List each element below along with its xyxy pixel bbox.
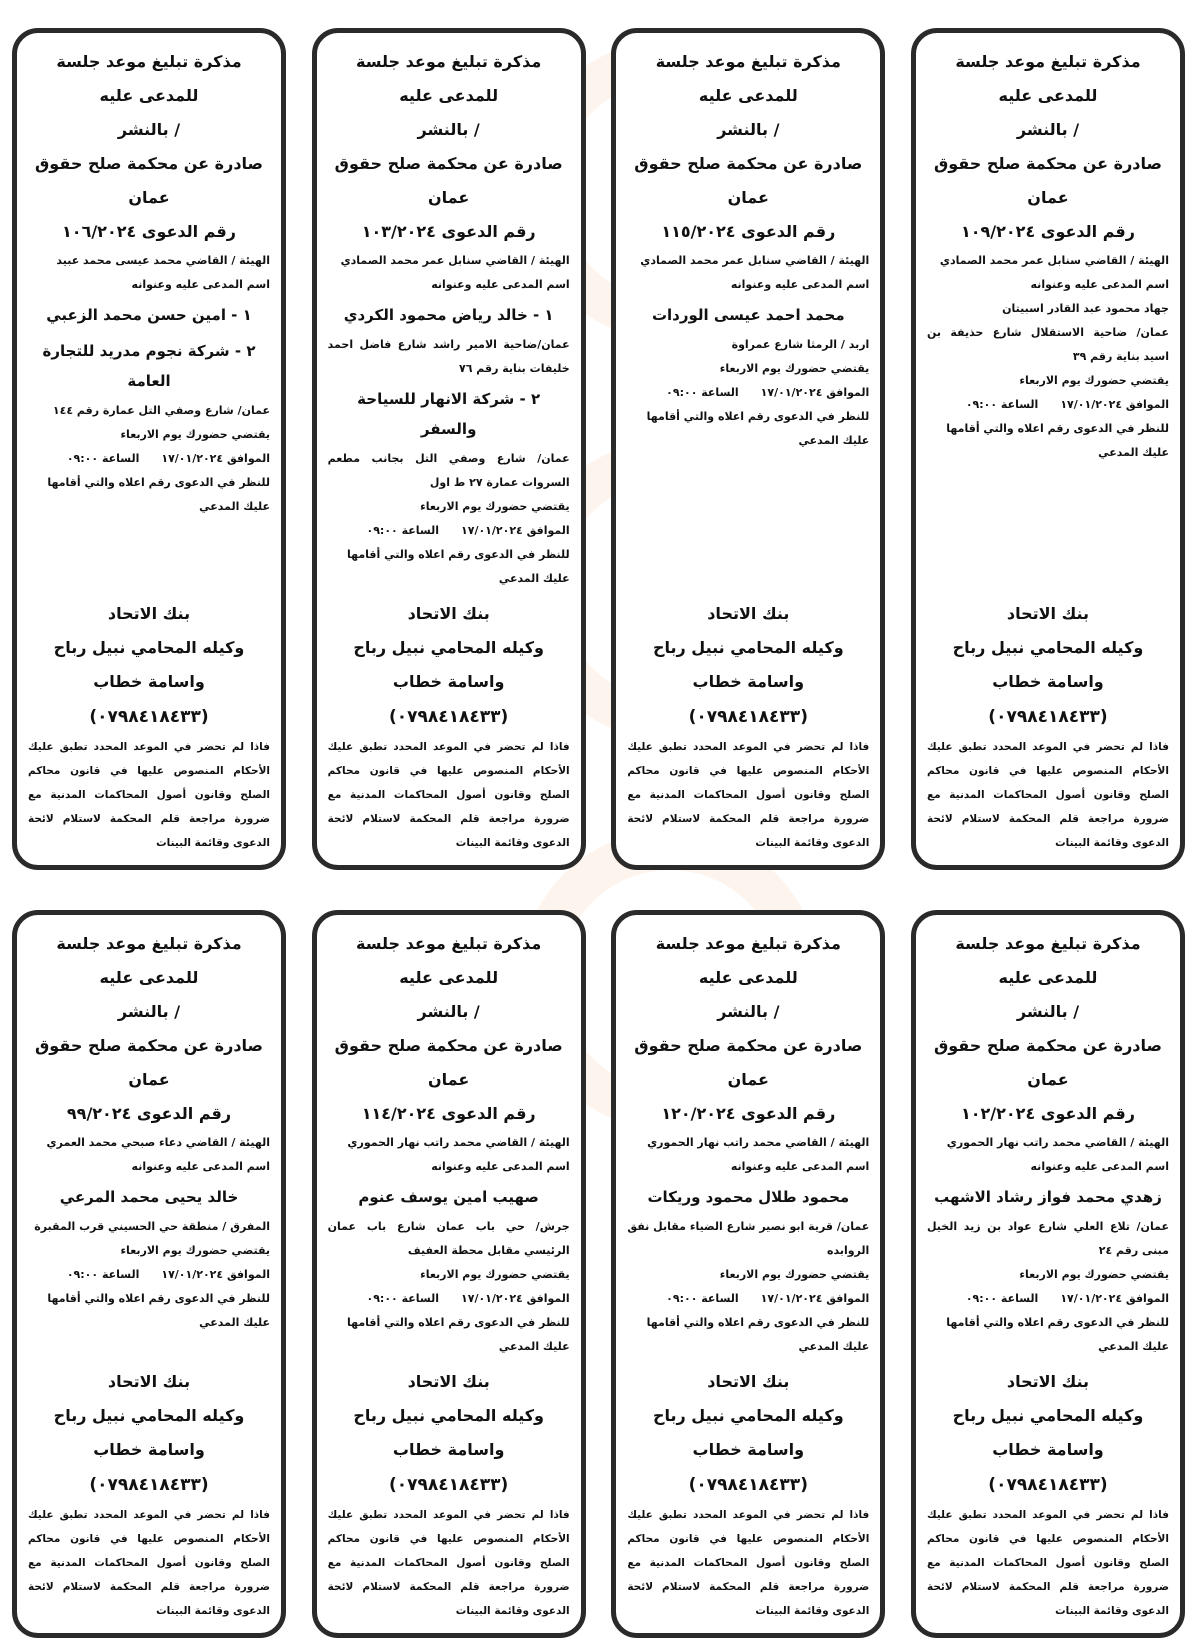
defendant-label: اسم المدعى عليه وعنوانه [431, 1160, 570, 1173]
judge-panel: الهيئة / القاضي محمد راتب نهار الحموري [946, 1136, 1169, 1149]
judge-panel: الهيئة / القاضي محمد عيسى محمد عبيد [56, 254, 270, 267]
case-number: رقم الدعوى ١٠٢/٢٠٢٤ [961, 1104, 1135, 1123]
notice-card [611, 910, 885, 1638]
notice-card [611, 28, 885, 870]
publication-label: / بالنشر [117, 1002, 181, 1021]
legal-footer: فاذا لم تحضر في الموعد المحدد تطبق عليك الأحكام المنصوص عليها في قانون محاكم الصلح وقانون أصول المحاكمات المدنية مع ضرورة مراجعة قلم المحكمة لاستلام لائحة الدعوى وقائمة البينات [627, 741, 870, 849]
defendant-name: ١ - امين حسن محمد الزعبي [46, 306, 252, 324]
lawyer-name: وكيله المحامي نبيل رباح واسامة خطاب [952, 638, 1144, 691]
spacer [627, 453, 869, 591]
hearing-time: الساعة ٠٩:٠٠ [666, 386, 739, 399]
notices-row-2 [12, 910, 1185, 1638]
attendance-note: يقتضي حضورك يوم الاربعاء [719, 1268, 870, 1281]
notice-card [911, 910, 1185, 1638]
court-name: صادرة عن محكمة صلح حقوق عمان [34, 154, 264, 207]
hearing-time: الساعة ٠٩:٠٠ [965, 398, 1039, 411]
lawyer-phone: (٠٧٩٨٤١٨٤٣٣) [89, 1475, 209, 1495]
defendant-address: عمان/ شارع وصفي التل بجانب مطعم السروات عمارة ٢٧ ط اول [327, 452, 570, 489]
court-name: صادرة عن محكمة صلح حقوق عمان [634, 154, 863, 207]
notice-title: مذكرة تبليغ موعد جلسة للمدعى عليه [955, 52, 1141, 105]
defendant-address: عمان/ شارع وصفي التل عمارة رقم ١٤٤ [52, 404, 270, 417]
judge-panel: الهيئة / القاضي سنابل عمر محمد الصمادي [340, 254, 570, 267]
defendant-name: صهيب امين يوسف عنوم [358, 1188, 539, 1206]
purpose-note: للنظر في الدعوى رقم اعلاه والتي أقامها عليك المدعي [47, 476, 270, 513]
hearing-time: الساعة ٠٩:٠٠ [666, 1292, 739, 1305]
court-name: صادرة عن محكمة صلح حقوق عمان [933, 154, 1162, 207]
attendance-note: يقتضي حضورك يوم الاربعاء [1019, 374, 1169, 387]
defendant-address: اربد / الرمثا شارع عمراوة [731, 338, 870, 351]
defendant-label: اسم المدعى عليه وعنوانه [730, 1160, 870, 1173]
hearing-datetime [927, 1287, 1169, 1311]
defendant-name: ٢ - شركة نجوم مدريد للتجارة العامة [42, 342, 256, 390]
hearing-time: الساعة ٠٩:٠٠ [66, 1268, 140, 1281]
publication-label: / بالنشر [717, 120, 780, 139]
hearing-datetime [28, 1263, 270, 1287]
hearing-datetime [328, 1287, 570, 1311]
hearing-date: الموافق ١٧/٠١/٢٠٢٤ [760, 1292, 870, 1305]
case-number: رقم الدعوى ١٠٣/٢٠٢٤ [361, 222, 536, 241]
case-number: رقم الدعوى ١٢٠/٢٠٢٤ [661, 1104, 836, 1123]
plaintiff-name: بنك الاتحاد [407, 604, 490, 623]
hearing-date: الموافق ١٧/٠١/٢٠٢٤ [461, 524, 570, 537]
case-number: رقم الدعوى ١١٥/٢٠٢٤ [661, 222, 836, 241]
court-name: صادرة عن محكمة صلح حقوق عمان [34, 1036, 264, 1089]
purpose-note: للنظر في الدعوى رقم اعلاه والتي أقامها عليك المدعي [946, 1316, 1169, 1353]
spacer [28, 519, 270, 591]
defendant-label: اسم المدعى عليه وعنوانه [730, 278, 870, 291]
legal-footer: فاذا لم تحضر في الموعد المحدد تطبق عليك الأحكام المنصوص عليها في قانون محاكم الصلح وقانون أصول المحاكمات المدنية مع ضرورة مراجعة قلم المحكمة لاستلام لائحة الدعوى وقائمة البينات [327, 741, 570, 849]
legal-footer: فاذا لم تحضر في الموعد المحدد تطبق عليك الأحكام المنصوص عليها في قانون محاكم الصلح وقانون أصول المحاكمات المدنية مع ضرورة مراجعة قلم المحكمة لاستلام لائحة الدعوى وقائمة البينات [28, 1509, 270, 1617]
plaintiff-name: بنك الاتحاد [107, 604, 191, 623]
lawyer-phone: (٠٧٩٨٤١٨٤٣٣) [89, 707, 209, 727]
lawyer-name: وكيله المحامي نبيل رباح واسامة خطاب [53, 638, 245, 691]
lawyer-name: وكيله المحامي نبيل رباح واسامة خطاب [53, 1406, 245, 1459]
legal-footer: فاذا لم تحضر في الموعد المحدد تطبق عليك الأحكام المنصوص عليها في قانون محاكم الصلح وقانون أصول المحاكمات المدنية مع ضرورة مراجعة قلم المحكمة لاستلام لائحة الدعوى وقائمة البينات [926, 1509, 1169, 1617]
hearing-datetime [627, 1287, 869, 1311]
defendant-name: زهدي محمد فواز رشاد الاشهب [934, 1188, 1162, 1206]
court-name: صادرة عن محكمة صلح حقوق عمان [334, 1036, 563, 1089]
defendant-address: عمان/ قرية ابو نصير شارع الضياء مقابل نفق الروابده [627, 1220, 870, 1257]
plaintiff-name: بنك الاتحاد [707, 604, 790, 623]
hearing-time: الساعة ٠٩:٠٠ [366, 524, 440, 537]
purpose-note: للنظر في الدعوى رقم اعلاه والتي أقامها عليك المدعي [646, 410, 870, 447]
notice-card [911, 28, 1185, 870]
case-number: رقم الدعوى ٩٩/٢٠٢٤ [66, 1104, 232, 1123]
attendance-note: يقتضي حضورك يوم الاربعاء [120, 1244, 270, 1257]
notice-title: مذكرة تبليغ موعد جلسة للمدعى عليه [356, 52, 542, 105]
plaintiff-name: بنك الاتحاد [707, 1372, 790, 1391]
defendant-name: محمد احمد عيسى الوردات [651, 306, 845, 324]
defendant-address: عمان/ضاحية الامير راشد شارع فاضل احمد خليفات بناية رقم ٧٦ [327, 338, 570, 375]
hearing-datetime [28, 447, 270, 471]
plaintiff-name: بنك الاتحاد [1006, 1372, 1090, 1391]
hearing-date: الموافق ١٧/٠١/٢٠٢٤ [161, 452, 270, 465]
plaintiff-name: بنك الاتحاد [407, 1372, 490, 1391]
lawyer-phone: (٠٧٩٨٤١٨٤٣٣) [388, 1475, 509, 1495]
hearing-datetime [627, 381, 869, 405]
defendant-address: المفرق / منطقة حي الحسيني قرب المقبرة [34, 1220, 270, 1233]
notice-card [312, 910, 586, 1638]
defendant-name: ١ - خالد رياض محمود الكردي [343, 306, 554, 324]
hearing-time: الساعة ٠٩:٠٠ [965, 1292, 1039, 1305]
hearing-date: الموافق ١٧/٠١/٢٠٢٤ [1060, 398, 1169, 411]
lawyer-phone: (٠٧٩٨٤١٨٤٣٣) [988, 1475, 1108, 1495]
defendant-name: محمود طلال محمود وريكات [647, 1188, 850, 1206]
defendant-label: اسم المدعى عليه وعنوانه [1030, 278, 1169, 291]
defendant-name: ٢ - شركة الانهار للسياحة والسفر [357, 390, 541, 438]
lawyer-phone: (٠٧٩٨٤١٨٤٣٣) [688, 1475, 808, 1495]
notice-title: مذكرة تبليغ موعد جلسة للمدعى عليه [655, 934, 841, 987]
judge-panel: الهيئة / القاضي محمد راتب نهار الحموري [347, 1136, 570, 1149]
defendant-address: عمان/ ضاحية الاستقلال شارع حذيفة بن اسيد بناية رقم ٣٩ [926, 326, 1169, 363]
publication-label: / بالنشر [717, 1002, 780, 1021]
hearing-date: الموافق ١٧/٠١/٢٠٢٤ [760, 386, 870, 399]
publication-label: / بالنشر [417, 1002, 480, 1021]
purpose-note: للنظر في الدعوى رقم اعلاه والتي أقامها عليك المدعي [47, 1292, 270, 1329]
defendant-label: اسم المدعى عليه وعنوانه [431, 278, 570, 291]
judge-panel: الهيئة / القاضي سنابل عمر محمد الصمادي [640, 254, 870, 267]
court-name: صادرة عن محكمة صلح حقوق عمان [634, 1036, 863, 1089]
case-number: رقم الدعوى ١٠٩/٢٠٢٤ [961, 222, 1135, 241]
publication-label: / بالنشر [1016, 120, 1080, 139]
lawyer-phone: (٠٧٩٨٤١٨٤٣٣) [688, 707, 808, 727]
hearing-date: الموافق ١٧/٠١/٢٠٢٤ [161, 1268, 270, 1281]
defendant-name: جهاد محمود عبد القادر اسبيتان [1002, 302, 1169, 315]
notice-title: مذكرة تبليغ موعد جلسة للمدعى عليه [955, 934, 1141, 987]
court-name: صادرة عن محكمة صلح حقوق عمان [334, 154, 563, 207]
plaintiff-name: بنك الاتحاد [107, 1372, 191, 1391]
defendant-address: عمان/ تلاع العلي شارع عواد بن زيد الخيل مبنى رقم ٢٤ [926, 1220, 1169, 1257]
defendant-label: اسم المدعى عليه وعنوانه [131, 1160, 270, 1173]
purpose-note: للنظر في الدعوى رقم اعلاه والتي أقامها عليك المدعي [346, 1316, 570, 1353]
lawyer-name: وكيله المحامي نبيل رباح واسامة خطاب [652, 1406, 844, 1459]
legal-footer: فاذا لم تحضر في الموعد المحدد تطبق عليك الأحكام المنصوص عليها في قانون محاكم الصلح وقانون أصول المحاكمات المدنية مع ضرورة مراجعة قلم المحكمة لاستلام لائحة الدعوى وقائمة البينات [627, 1509, 870, 1617]
notice-title: مذكرة تبليغ موعد جلسة للمدعى عليه [655, 52, 841, 105]
judge-panel: الهيئة / القاضي محمد راتب نهار الحموري [647, 1136, 870, 1149]
defendant-name: خالد يحيى محمد المرعي [59, 1188, 239, 1206]
hearing-datetime [927, 393, 1169, 417]
attendance-note: يقتضي حضورك يوم الاربعاء [120, 428, 270, 441]
lawyer-name: وكيله المحامي نبيل رباح واسامة خطاب [353, 1406, 544, 1459]
hearing-date: الموافق ١٧/٠١/٢٠٢٤ [461, 1292, 570, 1305]
notice-card [12, 910, 286, 1638]
plaintiff-name: بنك الاتحاد [1006, 604, 1090, 623]
attendance-note: يقتضي حضورك يوم الاربعاء [420, 500, 570, 513]
purpose-note: للنظر في الدعوى رقم اعلاه والتي أقامها عليك المدعي [346, 548, 570, 585]
spacer [927, 465, 1169, 591]
publication-label: / بالنشر [117, 120, 181, 139]
notice-title: مذكرة تبليغ موعد جلسة للمدعى عليه [56, 52, 242, 105]
judge-panel: الهيئة / القاضي سنابل عمر محمد الصمادي [939, 254, 1169, 267]
attendance-note: يقتضي حضورك يوم الاربعاء [420, 1268, 570, 1281]
case-number: رقم الدعوى ١١٤/٢٠٢٤ [361, 1104, 536, 1123]
purpose-note: للنظر في الدعوى رقم اعلاه والتي أقامها عليك المدعي [946, 422, 1169, 459]
hearing-datetime [328, 519, 570, 543]
legal-footer: فاذا لم تحضر في الموعد المحدد تطبق عليك الأحكام المنصوص عليها في قانون محاكم الصلح وقانون أصول المحاكمات المدنية مع ضرورة مراجعة قلم المحكمة لاستلام لائحة الدعوى وقائمة البينات [926, 741, 1169, 849]
notice-title: مذكرة تبليغ موعد جلسة للمدعى عليه [356, 934, 542, 987]
spacer [28, 1335, 270, 1359]
notices-row-1 [12, 28, 1185, 870]
lawyer-phone: (٠٧٩٨٤١٨٤٣٣) [388, 707, 509, 727]
legal-footer: فاذا لم تحضر في الموعد المحدد تطبق عليك الأحكام المنصوص عليها في قانون محاكم الصلح وقانون أصول المحاكمات المدنية مع ضرورة مراجعة قلم المحكمة لاستلام لائحة الدعوى وقائمة البينات [28, 741, 270, 849]
defendant-label: اسم المدعى عليه وعنوانه [131, 278, 270, 291]
defendant-label: اسم المدعى عليه وعنوانه [1030, 1160, 1169, 1173]
publication-label: / بالنشر [417, 120, 480, 139]
hearing-date: الموافق ١٧/٠١/٢٠٢٤ [1060, 1292, 1169, 1305]
judge-panel: الهيئة / القاضي دعاء صبحي محمد العمري [46, 1136, 270, 1149]
court-name: صادرة عن محكمة صلح حقوق عمان [933, 1036, 1162, 1089]
purpose-note: للنظر في الدعوى رقم اعلاه والتي أقامها عليك المدعي [646, 1316, 870, 1353]
notice-card [312, 28, 586, 870]
hearing-time: الساعة ٠٩:٠٠ [66, 452, 140, 465]
publication-label: / بالنشر [1016, 1002, 1080, 1021]
hearing-time: الساعة ٠٩:٠٠ [366, 1292, 440, 1305]
case-number: رقم الدعوى ١٠٦/٢٠٢٤ [62, 222, 236, 241]
lawyer-phone: (٠٧٩٨٤١٨٤٣٣) [988, 707, 1108, 727]
lawyer-name: وكيله المحامي نبيل رباح واسامة خطاب [353, 638, 544, 691]
defendant-address: جرش/ حي باب عمان شارع باب عمان الرئيسي مقابل محطة العفيف [327, 1220, 570, 1257]
lawyer-name: وكيله المحامي نبيل رباح واسامة خطاب [952, 1406, 1144, 1459]
notice-title: مذكرة تبليغ موعد جلسة للمدعى عليه [56, 934, 242, 987]
attendance-note: يقتضي حضورك يوم الاربعاء [719, 362, 870, 375]
lawyer-name: وكيله المحامي نبيل رباح واسامة خطاب [652, 638, 844, 691]
attendance-note: يقتضي حضورك يوم الاربعاء [1019, 1268, 1169, 1281]
legal-footer: فاذا لم تحضر في الموعد المحدد تطبق عليك الأحكام المنصوص عليها في قانون محاكم الصلح وقانون أصول المحاكمات المدنية مع ضرورة مراجعة قلم المحكمة لاستلام لائحة الدعوى وقائمة البينات [327, 1509, 570, 1617]
notice-card [12, 28, 286, 870]
